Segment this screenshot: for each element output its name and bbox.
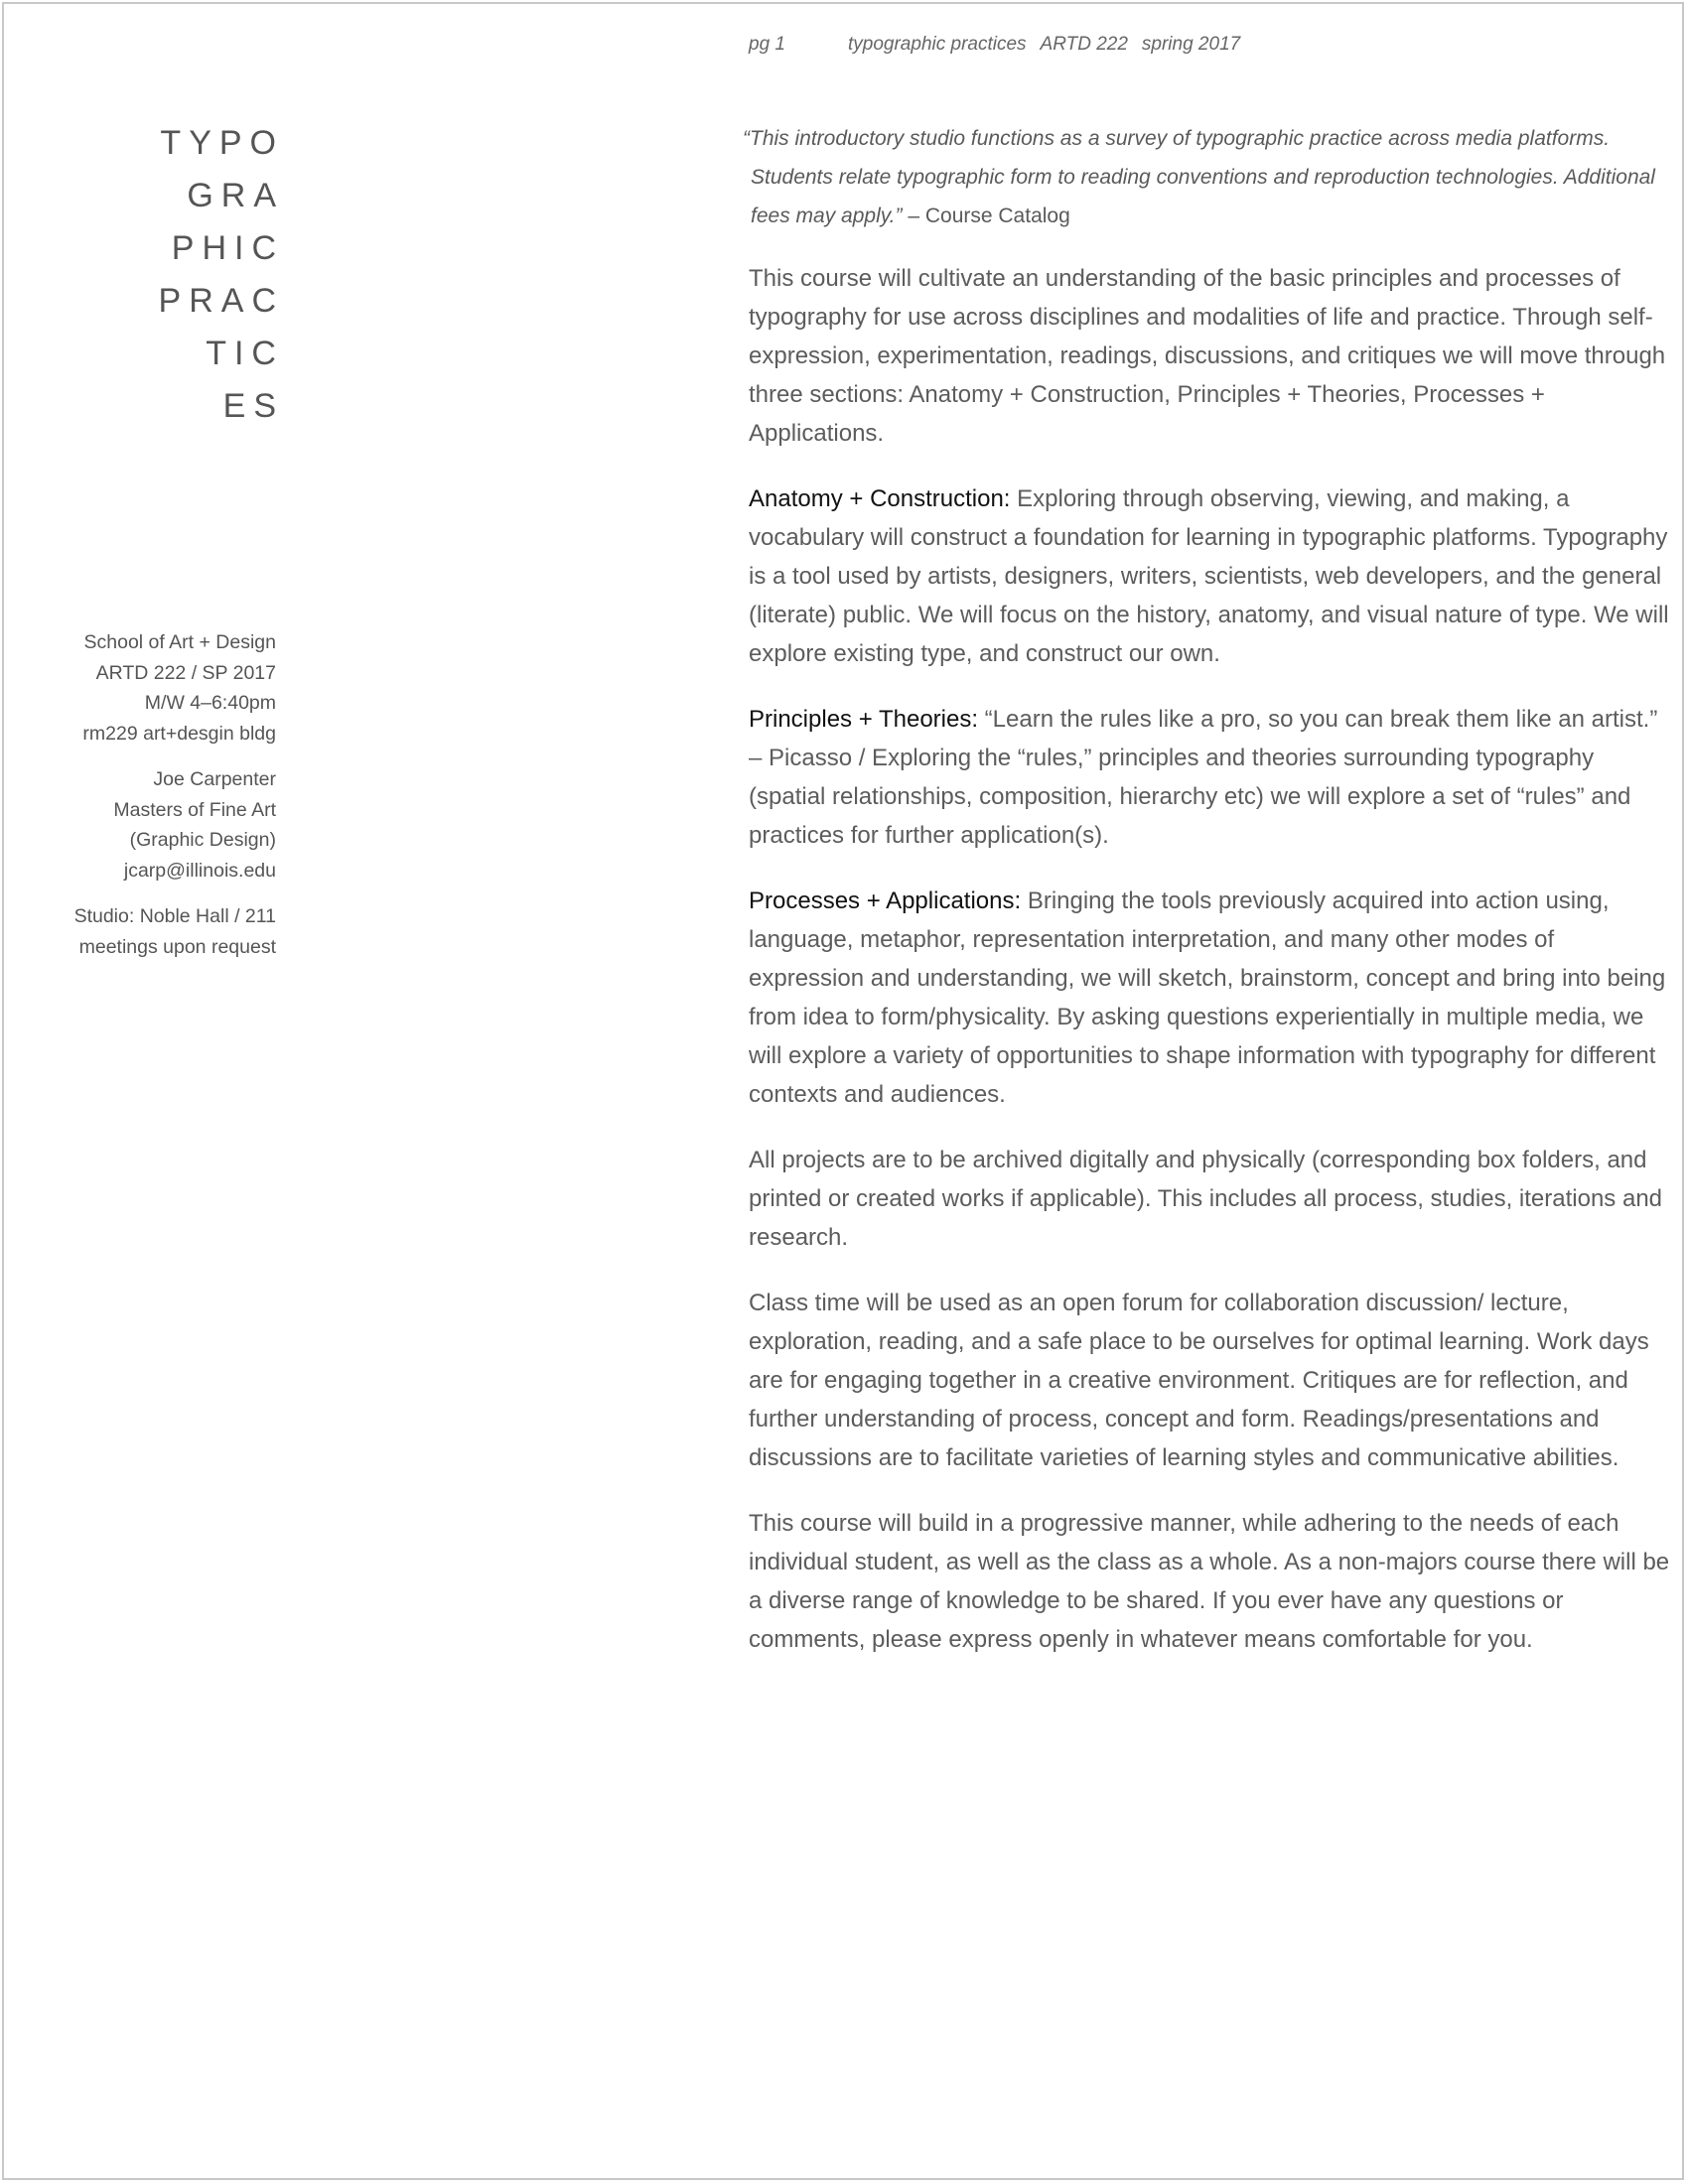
instructor-degree: Masters of Fine Art: [113, 798, 276, 821]
archive-paragraph: All projects are to be archived digitally and physically (corresponding box folders, and printed or created works if applicable). This includes all process, studies, iterations and research.: [749, 1147, 1663, 1251]
course-code: ARTD 222: [1040, 34, 1128, 55]
title-line: PHIC: [171, 229, 284, 267]
meeting-time: M/W 4–6:40pm: [144, 692, 276, 714]
quote-source: – Course Catalog: [902, 205, 1070, 227]
principles-text: “Learn the rules like a pro, so you can break them like an artist.” – Picasso / Exploring the “rules,” principles and theories surrounding typography (spatial relationships, composition, hierarchy etc) we will explore a set of “rules” and practices for further application(s).: [749, 706, 1658, 849]
school-name: School of Art + Design: [83, 631, 276, 653]
title-line: PRAC: [158, 282, 284, 320]
page-number: pg 1: [749, 34, 785, 55]
instructor-info: [74, 764, 276, 886]
main-content: [743, 119, 1672, 1686]
anatomy-paragraph: [749, 479, 1672, 673]
running-header: [749, 34, 1240, 56]
page-title: [158, 117, 284, 433]
quote-text: “This introductory studio functions as a survey of typographic practice across media platforms. Students relate typographic form to reading conventions and reproduction technologies. Additional fees may apply.”: [743, 127, 1655, 227]
title-line: GRA: [187, 177, 284, 214]
title-line: ES: [222, 387, 284, 425]
intro-paragraph: This course will cultivate an understanding of the basic principles and processes of typography for use across disciplines and modalities of life and practice. Through self-expression, experimentation, readings, discussions, and critiques we will move through three sections: Anatomy + Construction, Principles + Theories, Processes + Applications.: [749, 265, 1666, 447]
studio-info: [74, 901, 276, 962]
progressive-paragraph: This course will build in a progressive manner, while adhering to the needs of each individual student, as well as the class as a whole. As a non-majors course there will be a diverse range of knowledge to be shared. If you ever have any questions or comments, please express openly in whatever means comfortable for you.: [749, 1510, 1670, 1653]
course-section: ARTD 222 / SP 2017: [95, 661, 276, 684]
instructor-email[interactable]: jcarp@illinois.edu: [123, 859, 276, 882]
instructor-name: Joe Carpenter: [153, 768, 276, 790]
anatomy-heading: Anatomy + Construction:: [749, 485, 1011, 512]
principles-paragraph: [749, 700, 1672, 855]
room: rm229 art+desgin bldg: [82, 722, 276, 745]
classtime-paragraph: Class time will be used as an open forum for collaboration discussion/ lecture, exploration, reading, and a safe place to be ourselves for optimal learning. Work days are for engaging together in a creative environment. Critiques are for reflection, and further understanding of process, concept and form. Readings/presentations and discussions are to facilitate varieties of learning styles and communicative abilities.: [749, 1290, 1649, 1471]
school-info: [74, 627, 276, 749]
course-info-sidebar: [74, 627, 276, 978]
title-line: TIC: [206, 335, 284, 372]
course-name: typographic practices: [848, 34, 1027, 55]
processes-paragraph: [749, 882, 1672, 1114]
office-hours: meetings upon request: [78, 935, 276, 958]
course-term: spring 2017: [1141, 34, 1241, 55]
instructor-field: (Graphic Design): [129, 829, 276, 851]
processes-text: Bringing the tools previously acquired into action using, language, metaphor, representation interpretation, and many other modes of expression and understanding, we will sketch, brainstorm, concept and bring into being from idea to form/physicality. By asking questions experientially in multiple media, we will explore a variety of opportunities to shape information with typography for different contexts and audiences.: [749, 887, 1666, 1108]
processes-heading: Processes + Applications:: [749, 887, 1022, 914]
principles-heading: Principles + Theories:: [749, 706, 978, 733]
catalog-quote: [743, 119, 1672, 235]
anatomy-text: Exploring through observing, viewing, and making, a vocabulary will construct a foundation for learning in typographic platforms. Typography is a tool used by artists, designers, writers, scientists, web developers, and the general (literate) public. We will focus on the history, anatomy, and visual nature of type. We will explore existing type, and construct our own.: [749, 485, 1669, 667]
studio-location: Studio: Noble Hall / 211: [73, 905, 276, 927]
title-line: TYPO: [160, 124, 284, 162]
